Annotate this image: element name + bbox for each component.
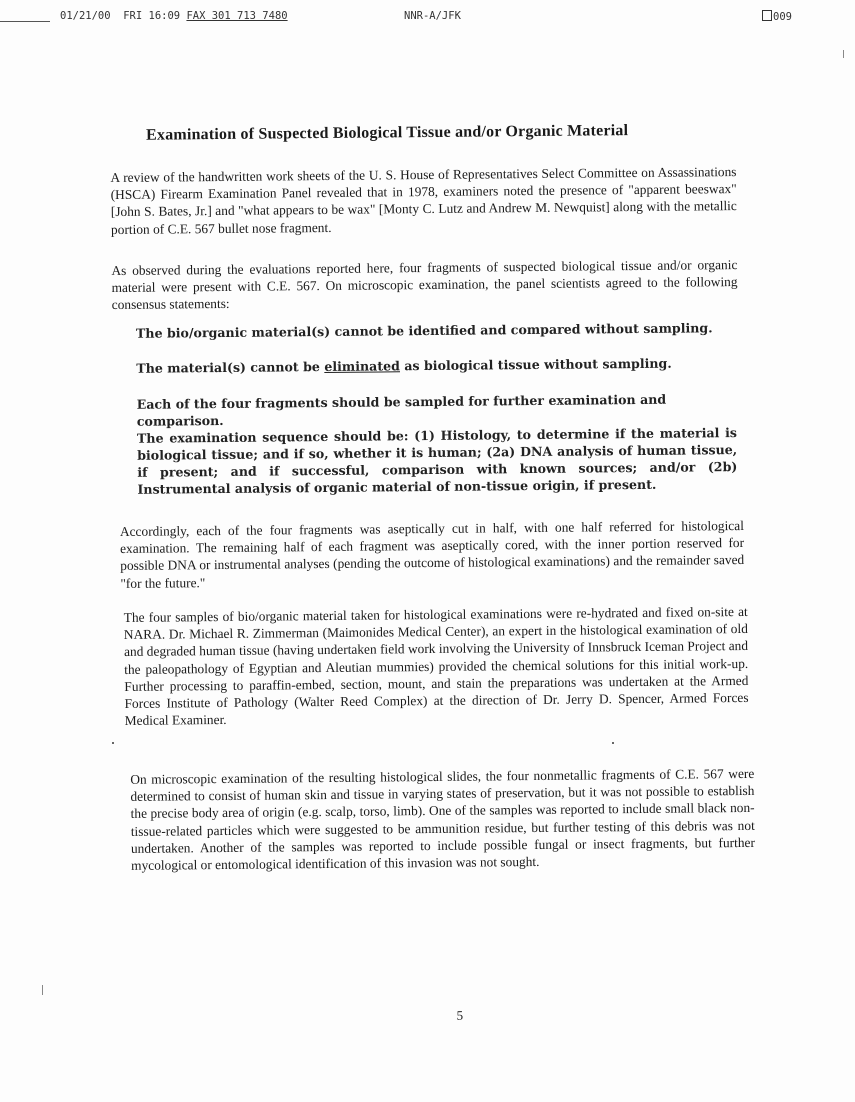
statement-2-after: as biological tissue without sampling.: [399, 355, 672, 374]
consensus-statement-3: Each of the four fragments should be sampled for further examination and comparison.: [136, 391, 667, 429]
paragraph-5: On microscopic examination of the resulting histological slides, the four nonmetallic fragments of C.E. 567 were determined to consist of human skin and tissue in varying states of preservation, but it was not possible to establish the precise body area of origin (e.g. scalp, torso, limb). One of the samples was reported to include small black non-tissue-related particles which were suggested to be ammunition residue, but further testing of this debris was not undertaken. Another of the samples was reported to include possible fungal or insect fragments, but further mycological or entomological identification of this invasion was not sought.: [130, 765, 755, 873]
document-title: Examination of Suspected Biological Tissue and/or Organic Material: [146, 122, 629, 144]
scan-mark: [42, 985, 43, 995]
fax-page-code-text: 009: [773, 11, 792, 23]
scan-mark: [843, 50, 844, 58]
fax-date-time: 01/21/00 FRI 16:09: [60, 10, 181, 22]
paragraph-3: Accordingly, each of the four fragments was aseptically cut in half, with one half referred for histological examination. The remaining half of each fragment was aseptically cored, with the inner portion reserved for possible DNA or instrumental analyses (pending the outcome of histological examinations) and the remainder saved "for the future.": [119, 517, 745, 591]
consensus-statement-2: [136, 354, 740, 377]
consensus-statement-4: The examination sequence should be: (1) Histology, to determine if the material is biological tissue; and if so, whether it is human; (2a) DNA analysis of human tissue, if present; and if successful, comparison with known sources; and/or (2b) Instrumental analysis of organic material of non-tissue origin, if present.: [136, 425, 738, 497]
statement-2-before: The material(s) cannot be: [136, 359, 325, 376]
fax-number: FAX 301 713 7480: [186, 10, 288, 22]
fax-sender: NNR-A/JFK: [404, 10, 461, 22]
consensus-statement-1: The bio/organic material(s) cannot be identified and compared without sampling.: [135, 320, 713, 341]
paragraph-4: The four samples of bio/organic material taken for histological examinations were re-hydrated and fixed on-site at NARA. Dr. Michael R. Zimmerman (Maimonides Medical Center), an expert in the histological examination of old and degraded human tissue (having undertaken field work involving the University of Innsbruck Iceman Project and the paleopathology of Egyptian and Aleutian mummies) provided the chemical solutions for this initial work-up. Further processing to paraffin-embed, section, mount, and stain the preparations was undertaken at the Armed Forces Institute of Pathology (Walter Reed Complex) at the direction of Dr. Jerry D. Spencer, Armed Forces Medical Examiner.: [123, 603, 749, 729]
page-number: 5: [456, 1007, 464, 1023]
scan-speck: [612, 742, 614, 744]
statement-2-underlined: eliminated: [324, 358, 401, 375]
paragraph-2: As observed during the evaluations reported here, four fragments of suspected biological tissue and/or organic material were present with C.E. 567. On microscopic examination, the panel scientists agreed to the following consensus statements:: [111, 257, 738, 313]
paragraph-1: A review of the handwritten work sheets of the U. S. House of Representatives Select Committee on Assassinations (HSCA) Firearm Examination Panel revealed that in 1978, examiners noted the presence of "apparent beeswax" [John S. Bates, Jr.] and "what appears to be wax" [Monty C. Lutz and Andrew M. Newquist] along with the metallic portion of C.E. 567 bullet nose fragment.: [110, 164, 737, 237]
scan-speck: [112, 742, 114, 744]
